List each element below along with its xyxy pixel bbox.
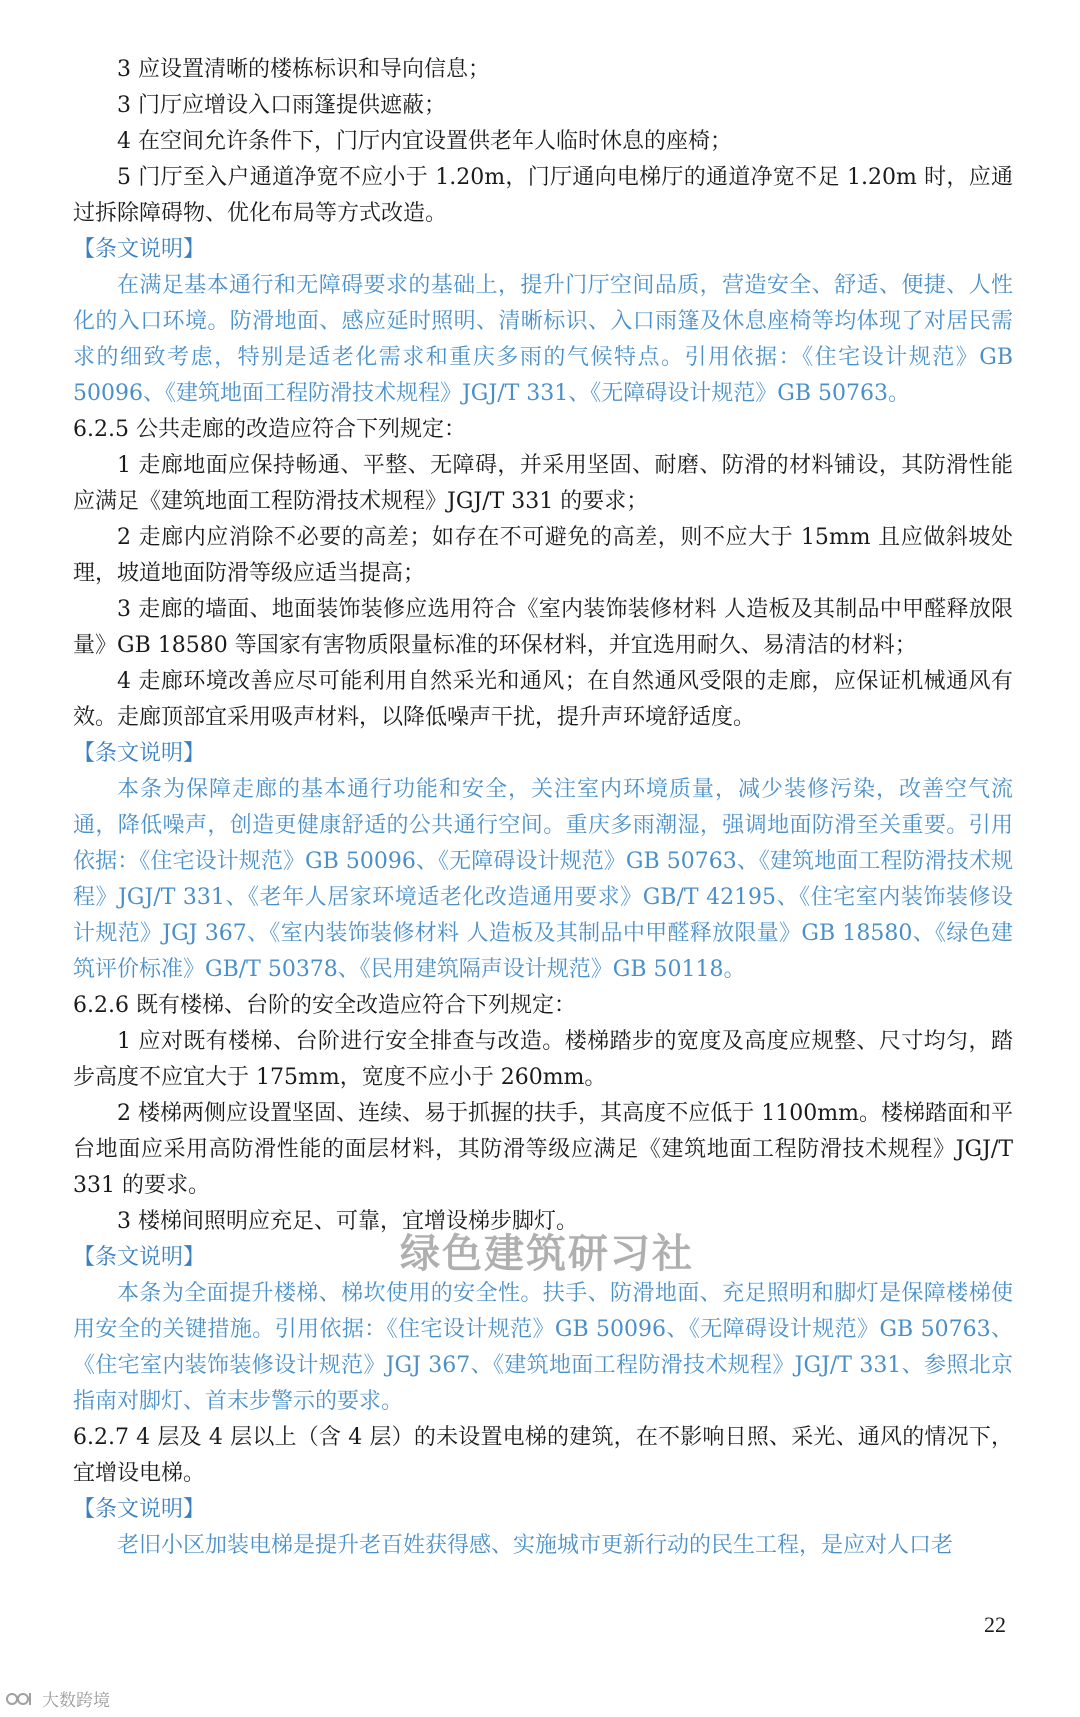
clause-heading: 6.2.5 公共走廊的改造应符合下列规定： (73, 417, 466, 442)
list-item: 2 楼梯两侧应设置坚固、连续、易于抓握的扶手，其高度不应低于 1100mm。楼梯踏面和平台地面应采用高防滑性能的面层材料，其防滑等级应满足《建筑地面工程防滑技术规程》JGJ/T 331 的要求。 (73, 1101, 1013, 1198)
list-item: 5 门厅至入户通道净宽不应小于 1.20m，门厅通向电梯厅的通道净宽不足 1.20m 时，应通过拆除障碍物、优化布局等方式改造。 (73, 165, 1013, 226)
watermark-text: 绿色建筑研习社 (400, 1231, 694, 1277)
list-item: 4 在空间允许条件下，门厅内宜设置供老年人临时休息的座椅； (117, 129, 732, 154)
commentary-heading: 【条文说明】 (73, 741, 206, 766)
page-content (73, 52, 1013, 1564)
commentary-heading: 【条文说明】 (73, 1497, 206, 1522)
list-item: 3 门厅应增设入口雨篷提供遮蔽； (117, 93, 446, 118)
list-item: 4 走廊环境改善应尽可能利用自然采光和通风；在自然通风受限的走廊，应保证机械通风有效。走廊顶部宜采用吸声材料，以降低噪声干扰，提升声环境舒适度。 (73, 669, 1013, 730)
commentary-paragraph: 本条为全面提升楼梯、梯坎使用的安全性。扶手、防滑地面、充足照明和脚灯是保障楼梯使用安全的关键措施。引用依据：《住宅设计规范》GB 50096、《无障碍设计规范》GB 50763、《住宅室内装饰装修设计规范》JGJ 367、《建筑地面工程防滑技术规程》JGJ/T 331、参照北京指南对脚灯、首末步警示的要求。 (73, 1281, 1013, 1414)
commentary-paragraph: 在满足基本通行和无障碍要求的基础上，提升门厅空间品质，营造安全、舒适、便捷、人性化的入口环境。防滑地面、感应延时照明、清晰标识、入口雨篷及休息座椅等均体现了对居民需求的细致考虑，特别是适老化需求和重庆多雨的气候特点。引用依据：《住宅设计规范》GB 50096、《建筑地面工程防滑技术规程》JGJ/T 331、《无障碍设计规范》GB 50763。 (73, 273, 1013, 406)
commentary-paragraph: 老旧小区加装电梯是提升老百姓获得感、实施城市更新行动的民生工程，是应对人口老 (117, 1533, 954, 1558)
list-item: 3 楼梯间照明应充足、可靠，宜增设梯步脚灯。 (117, 1209, 578, 1234)
source-watermark-label: 大数跨境 (42, 1691, 110, 1711)
clause-heading: 6.2.7 4 层及 4 层以上（含 4 层）的未设置电梯的建筑，在不影响日照、采光、通风的情况下，宜增设电梯。 (73, 1425, 1013, 1486)
list-item: 1 应对既有楼梯、台阶进行安全排查与改造。楼梯踏步的宽度及高度应规整、尺寸均匀，踏步高度不应宜大于 175mm，宽度不应小于 260mm。 (73, 1029, 1013, 1090)
list-item: 3 应设置清晰的楼栋标识和导向信息； (117, 57, 490, 82)
clause-heading: 6.2.6 既有楼梯、台阶的安全改造应符合下列规定： (73, 993, 576, 1018)
list-item: 1 走廊地面应保持畅通、平整、无障碍，并采用坚固、耐磨、防滑的材料铺设，其防滑性能应满足《建筑地面工程防滑技术规程》JGJ/T 331 的要求； (73, 453, 1013, 514)
page-number: 22 (984, 1612, 1006, 1637)
source-watermark (6, 1686, 110, 1711)
commentary-heading: 【条文说明】 (73, 237, 206, 262)
commentary-heading: 【条文说明】 (73, 1245, 206, 1270)
source-logo-icon (6, 1689, 36, 1709)
commentary-paragraph: 本条为保障走廊的基本通行功能和安全，关注室内环境质量，减少装修污染，改善空气流通，降低噪声，创造更健康舒适的公共通行空间。重庆多雨潮湿，强调地面防滑至关重要。引用依据：《住宅设计规范》GB 50096、《无障碍设计规范》GB 50763、《建筑地面工程防滑技术规程》JGJ/T 331、《老年人居家环境适老化改造通用要求》GB/T 42195、《住宅室内装饰装修设计规范》JGJ 367、《室内装饰装修材料 人造板及其制品中甲醛释放限量》GB 18580、《绿色建筑评价标准》GB/T 50378、《民用建筑隔声设计规范》GB 50118。 (73, 777, 1013, 982)
list-item: 2 走廊内应消除不必要的高差；如存在不可避免的高差，则不应大于 15mm 且应做斜坡处理，坡道地面防滑等级应适当提高； (73, 525, 1013, 586)
list-item: 3 走廊的墙面、地面装饰装修应选用符合《室内装饰装修材料 人造板及其制品中甲醛释放限量》GB 18580 等国家有害物质限量标准的环保材料，并宜选用耐久、易清洁的材料； (73, 597, 1013, 658)
